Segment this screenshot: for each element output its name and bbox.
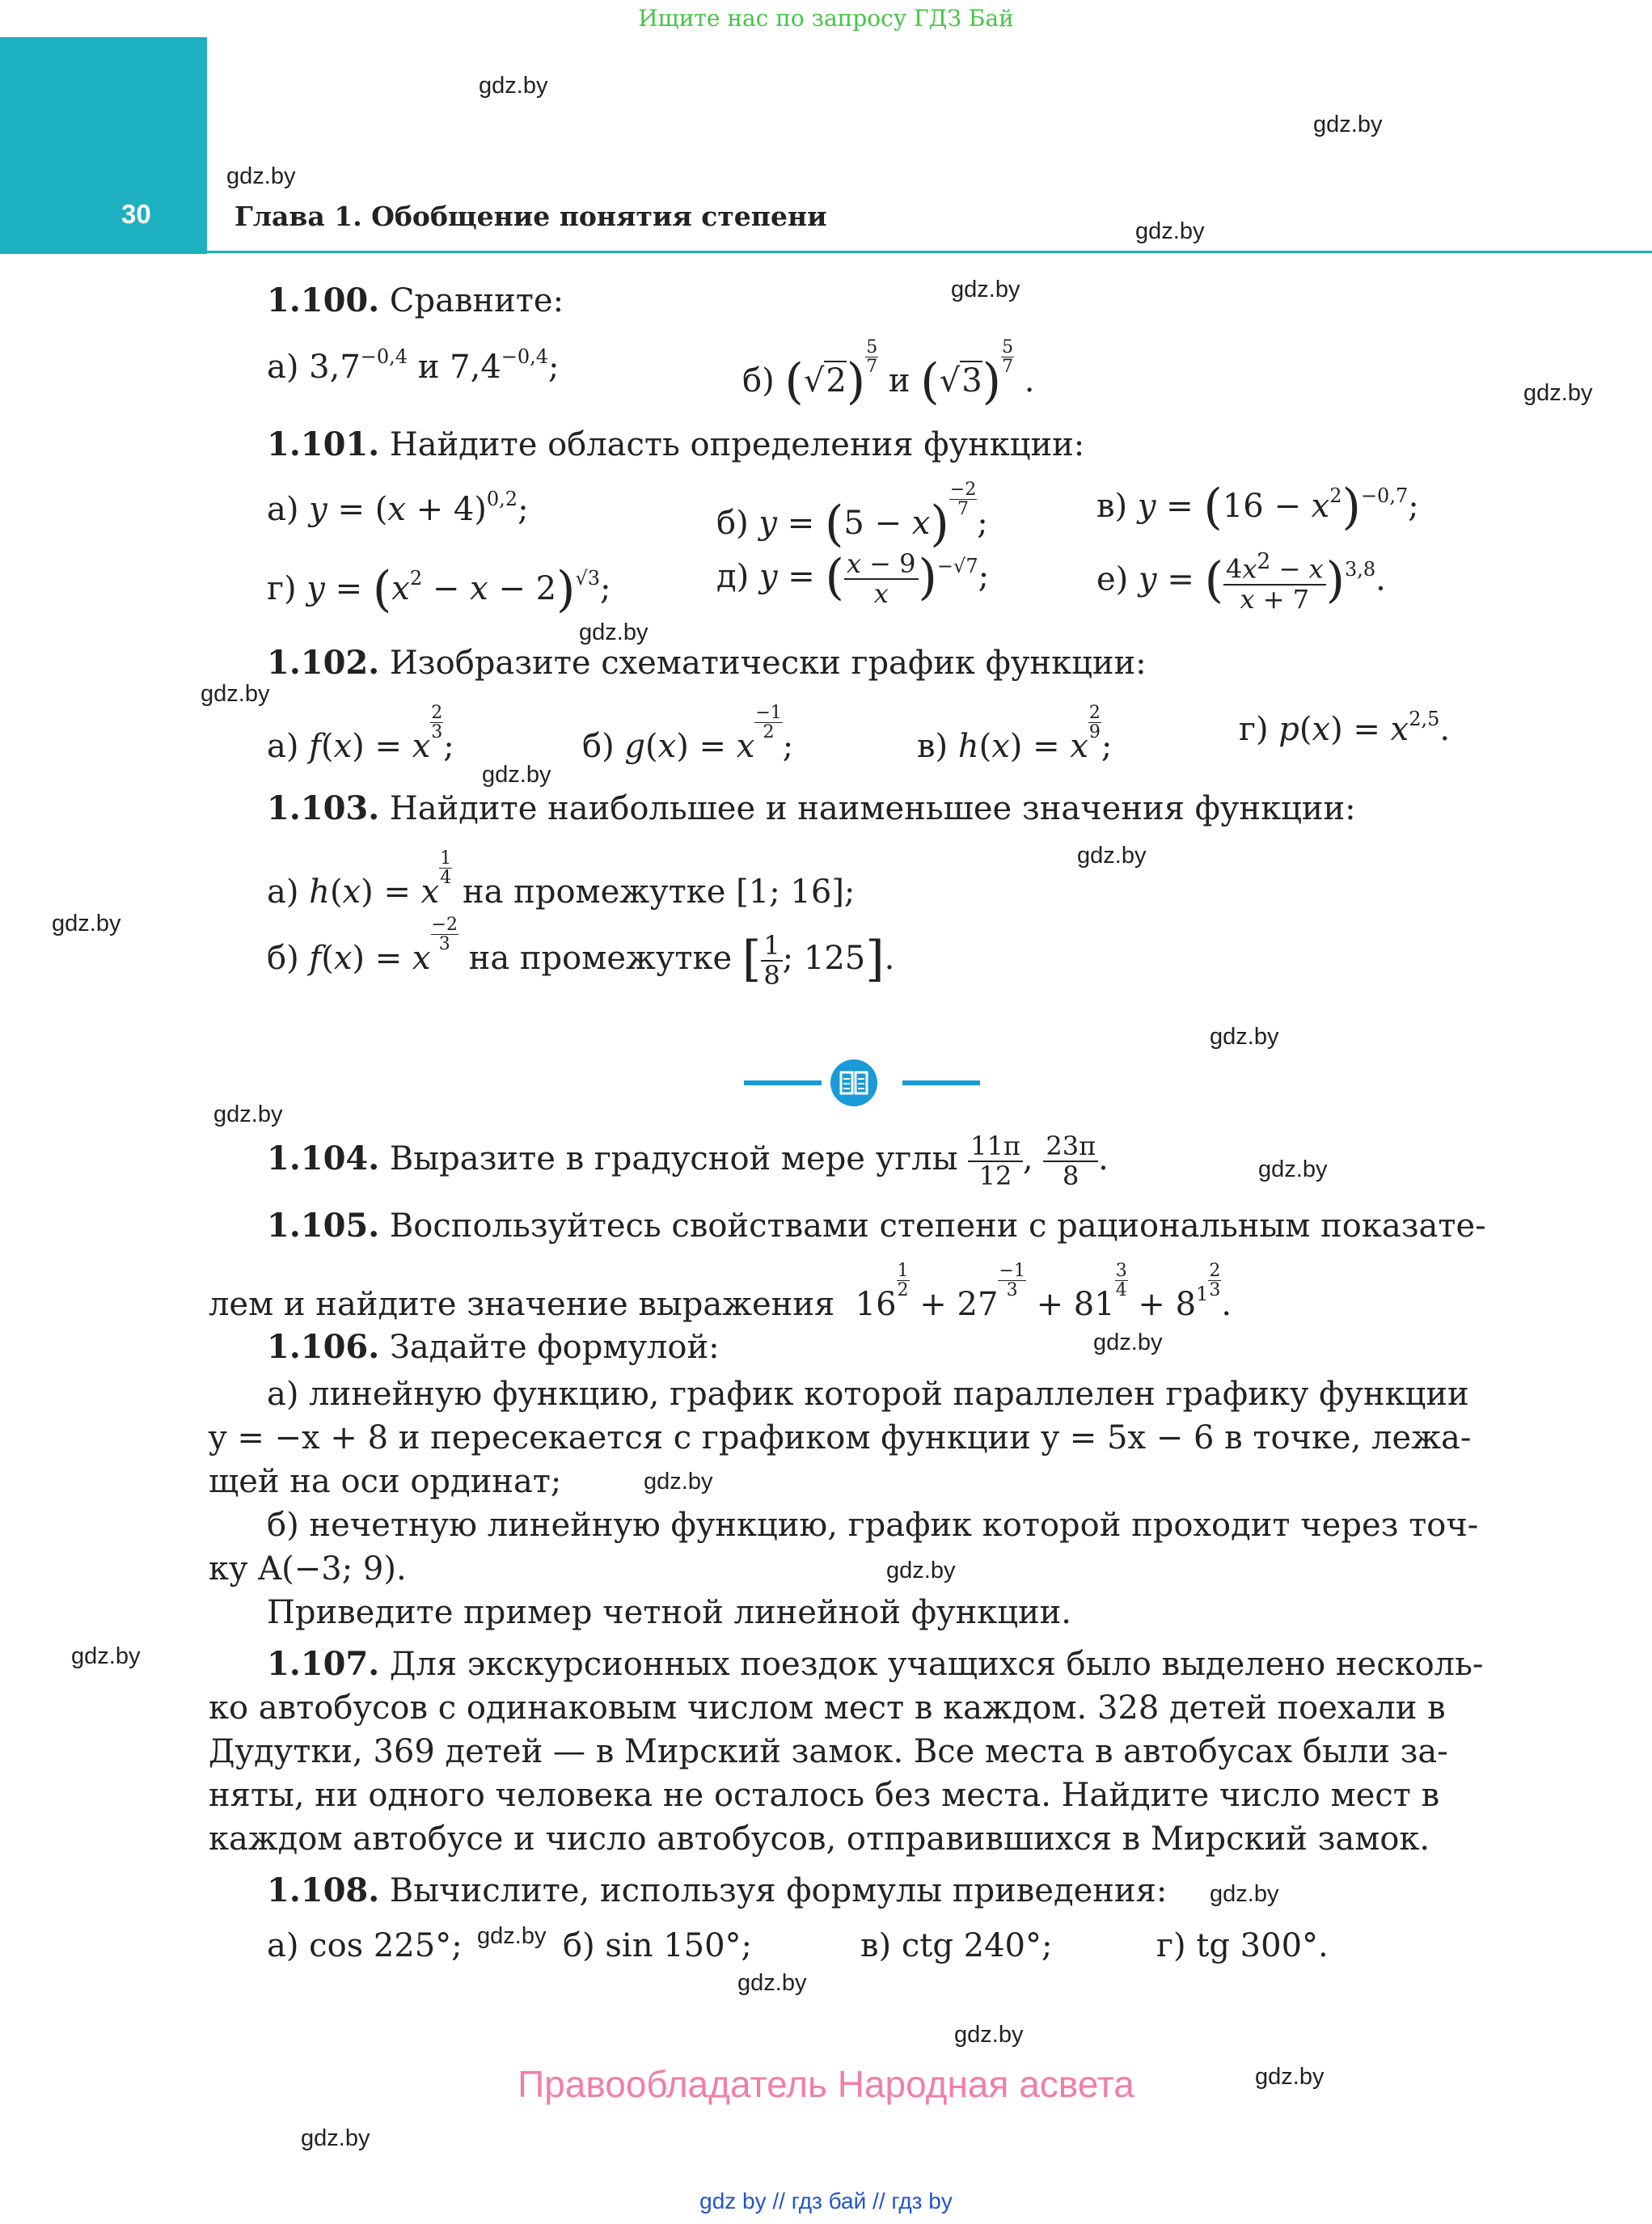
problem-1-108-b: б) sin 150°; bbox=[563, 1927, 753, 1964]
header-color-block bbox=[0, 37, 207, 254]
problem-1-106: 1.106. Задайте формулой: bbox=[267, 1328, 720, 1366]
problem-1-106-a2: y = −x + 8 и пересекается с графиком функции y = 5x − 6 в точке, лежа- bbox=[209, 1419, 1472, 1457]
section-divider bbox=[744, 1059, 980, 1108]
problem-1-101-d: д) y = ( $\frac{x - 9}{x}$ )$^{-√7}$; bbox=[716, 548, 990, 610]
watermark: gdz.by bbox=[71, 1643, 141, 1669]
watermark: gdz.by bbox=[1210, 1024, 1279, 1050]
problem-1-100-a: а) $3,7^{-0,4}$ и $7,4^{-0,4}$; bbox=[267, 345, 560, 386]
copyright-notice: Правообладатель Народная асвета bbox=[518, 2063, 1134, 2105]
watermark: gdz.by bbox=[886, 1558, 956, 1583]
problem-1-102-a: а) f(x) = x $\frac{2}{3}$ ; bbox=[267, 703, 454, 766]
watermark: gdz.by bbox=[482, 762, 551, 788]
problem-1-103-a: а) h(x) = x $\frac{1}{4}$ на промежутке [1; 16]; bbox=[267, 848, 856, 911]
problem-1-108-v: в) ctg 240°; bbox=[860, 1927, 1053, 1964]
problem-1-100-b: б) (√2) $\frac{5}{7}$ и (√3) $\frac{5}{7}$ . bbox=[742, 337, 1035, 411]
problem-1-101-b: б) y = (5 − x) $\frac{-2}{7}$ ; bbox=[716, 480, 988, 553]
watermark: gdz.by bbox=[1093, 1330, 1163, 1355]
watermark: gdz.by bbox=[1258, 1156, 1328, 1182]
watermark: gdz.by bbox=[1135, 218, 1205, 244]
top-banner: Ищите нас по запросу ГДЗ Бай bbox=[638, 5, 1014, 32]
problem-1-108: 1.108. Вычислите, используя формулы приведения: bbox=[267, 1871, 1168, 1909]
problem-1-105-expr: лем и найдите значение выражения 16 $\frac{1}{2}$ + 27 $\frac{-1}{3}$ + 81 $\frac{3}{4}$ + $8^1$ $\frac{2}{3}$ . bbox=[209, 1261, 1232, 1324]
watermark: gdz.by bbox=[1210, 1881, 1279, 1907]
problem-1-102-g: г) $p(x) = x^{2,5}$. bbox=[1239, 708, 1451, 748]
watermark: gdz.by bbox=[213, 1101, 283, 1127]
watermark: gdz.by bbox=[301, 2125, 370, 2151]
watermark: gdz.by bbox=[1313, 112, 1383, 137]
problem-1-106-b2: ку A(−3; 9). bbox=[209, 1550, 407, 1588]
problem-1-101-g: г) $y = (x^2 - x - 2)^{√3}$; bbox=[267, 561, 611, 618]
problem-1-106-a1: а) линейную функцию, график которой параллелен графику функции bbox=[267, 1376, 1469, 1413]
problem-1-107-l5: каждом автобусе и число автобусов, отправившихся в Мирский замок. bbox=[209, 1820, 1430, 1858]
problem-1-103: 1.103. Найдите наибольшее и наименьшее значения функции: bbox=[267, 789, 1356, 827]
problem-1-107-l4: няты, ни одного человека не осталось без места. Найдите число мест в bbox=[209, 1777, 1440, 1814]
page-number: 30 bbox=[121, 199, 151, 229]
problem-1-103-b: б) f(x) = x $\frac{-2}{3}$ на промежутке [ $\frac{1}{8}$ ; 125]. bbox=[267, 915, 895, 991]
watermark: gdz.by bbox=[52, 911, 121, 937]
problem-1-104: 1.104. Выразите в градусной мере углы $\frac{11\pi}{12}$ , $\frac{23\pi}{8}$ . bbox=[267, 1131, 1109, 1192]
header-divider bbox=[207, 251, 1652, 253]
watermark: gdz.by bbox=[1523, 380, 1593, 406]
problem-1-106-c: Приведите пример четной линейной функции. bbox=[267, 1594, 1071, 1631]
watermark: gdz.by bbox=[226, 163, 296, 189]
problem-1-106-b1: б) нечетную линейную функцию, график которой проходит через точ- bbox=[267, 1507, 1479, 1544]
watermark: gdz.by bbox=[1077, 843, 1147, 869]
problem-1-107-l3: Дудутки, 369 детей — в Мирский замок. Все места в автобусах были за- bbox=[209, 1733, 1448, 1770]
book-icon bbox=[830, 1059, 877, 1106]
problem-1-101: 1.101. Найдите область определения функции: bbox=[267, 425, 1085, 463]
watermark: gdz.by bbox=[579, 619, 649, 645]
chapter-title: Глава 1. Обобщение понятия степени bbox=[234, 201, 827, 232]
problem-1-107-l2: ко автобусов с одинаковым числом мест в каждом. 328 детей поехали в bbox=[209, 1689, 1446, 1727]
problem-1-107-l1: 1.107. Для экскурсионных поездок учащихся было выделено несколь- bbox=[267, 1645, 1484, 1683]
watermark: gdz.by bbox=[737, 1970, 807, 1996]
watermark: gdz.by bbox=[1255, 2064, 1325, 2090]
watermark: gdz.by bbox=[479, 73, 548, 99]
footer-links[interactable]: gdz by // гдз бай // гдз by bbox=[699, 2188, 953, 2213]
divider-bar-right bbox=[902, 1080, 980, 1085]
watermark: gdz.by bbox=[201, 681, 270, 707]
watermark: gdz.by bbox=[644, 1469, 713, 1495]
problem-1-105: 1.105. Воспользуйтесь свойствами степени с рациональным показате- bbox=[267, 1207, 1486, 1245]
problem-1-102-b: б) g(x) = x $\frac{-1}{2}$ ; bbox=[582, 703, 794, 766]
watermark: gdz.by bbox=[951, 277, 1020, 302]
problem-1-108-a: а) cos 225°; bbox=[267, 1927, 463, 1964]
problem-1-106-a3: щей на оси ординат; bbox=[209, 1463, 562, 1500]
watermark: gdz.by bbox=[477, 1923, 547, 1949]
divider-bar-left bbox=[744, 1080, 822, 1085]
watermark: gdz.by bbox=[954, 2022, 1024, 2048]
problem-1-101-e: е) y = ( $\frac{4x^2 - x}{x + 7}$ )$^{3,8}$. bbox=[1096, 549, 1386, 615]
problem-1-101-a: а) $y = (x + 4)^{0,2}$; bbox=[267, 488, 529, 528]
problem-1-102: 1.102. Изобразите схематически график функции: bbox=[267, 644, 1147, 682]
problem-1-100: 1.100. Сравните: bbox=[267, 281, 564, 319]
problem-1-108-g: г) tg 300°. bbox=[1156, 1927, 1329, 1964]
problem-1-102-v: в) h(x) = x $\frac{2}{9}$ ; bbox=[917, 703, 1113, 766]
problem-1-101-v: в) $y = (16 - x^2)^{-0,7}$; bbox=[1096, 479, 1419, 535]
